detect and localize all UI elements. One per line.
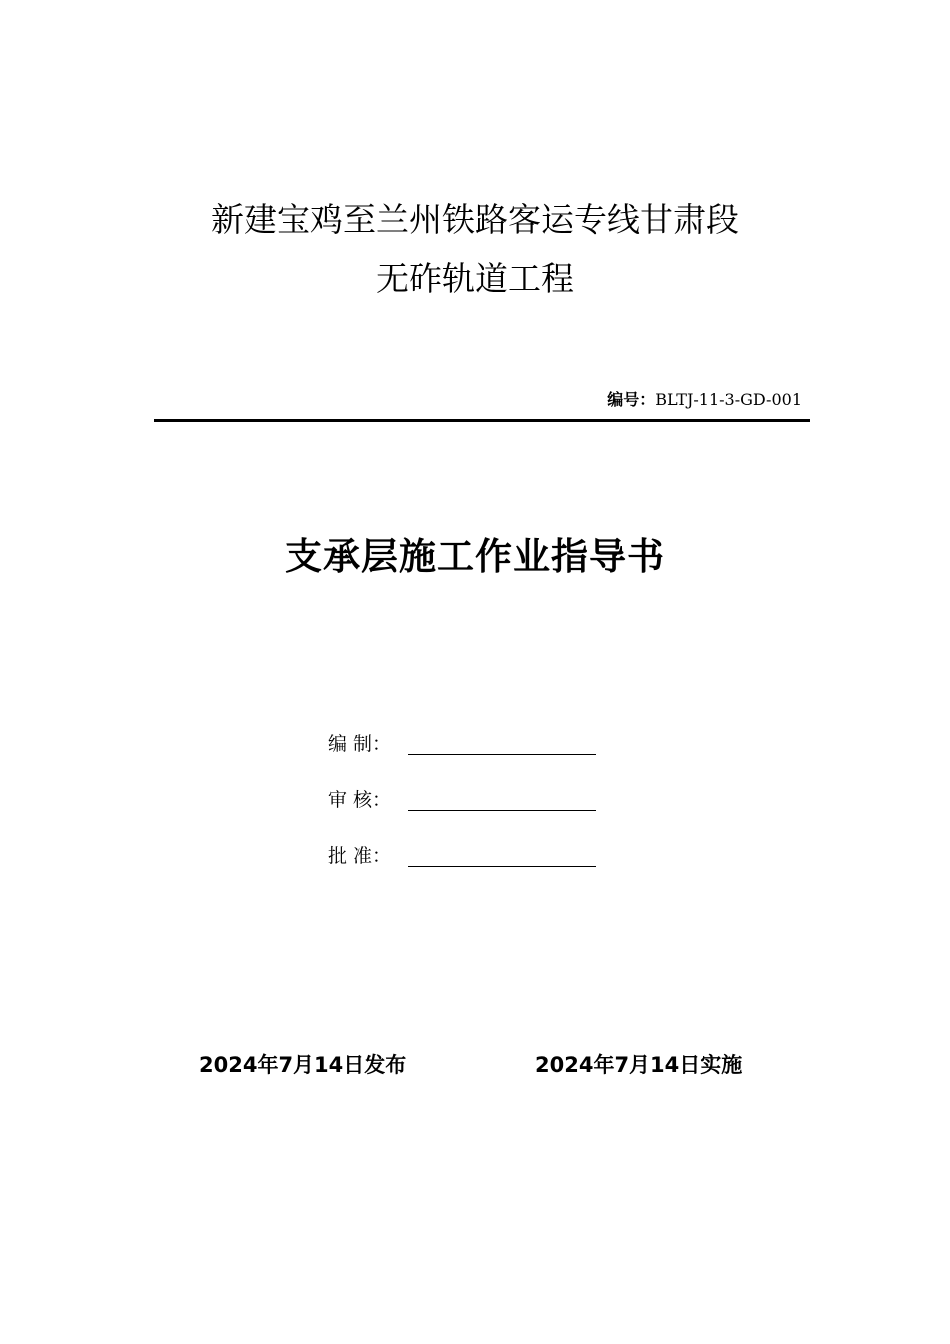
review-signature-row [328, 784, 596, 812]
compile-signature-row [328, 728, 596, 756]
approve-signature-line [408, 844, 596, 867]
compile-signature-line [408, 732, 596, 755]
document-number [607, 389, 802, 411]
effective-date: 2024年7月14日实施 [535, 1053, 743, 1077]
compile-label: 编 制： [328, 733, 392, 755]
document-number-label: 编号： [607, 390, 656, 409]
approve-label: 批 准： [328, 845, 392, 867]
project-title-line1: 新建宝鸡至兰州铁路客运专线甘肃段 [211, 200, 739, 239]
approve-signature-row [328, 840, 596, 868]
review-label: 审 核： [328, 789, 392, 811]
header-divider [154, 419, 810, 422]
publish-date: 2024年7月14日发布 [199, 1053, 407, 1077]
review-signature-line [408, 788, 596, 811]
document-title: 支承层施工作业指导书 [285, 535, 665, 578]
document-number-value: BLTJ-11-3-GD-001 [655, 390, 802, 409]
project-title-line2: 无砟轨道工程 [376, 259, 574, 298]
